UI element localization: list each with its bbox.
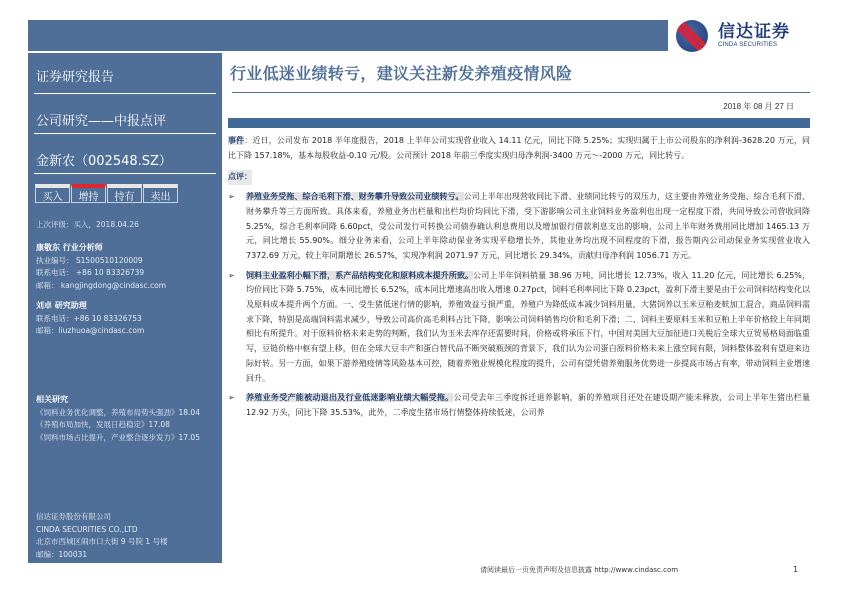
company-info xyxy=(36,511,168,561)
rating-buy: 买入 xyxy=(35,184,70,203)
brand-name-en: CINDA SECURITIES xyxy=(718,42,778,48)
rating-tabs xyxy=(35,184,179,203)
company-name-en: CINDA SECURITIES CO.,LTD xyxy=(36,524,138,534)
analyst-name: 刘卓 研究助理 xyxy=(36,301,87,310)
brand-logo xyxy=(676,18,826,54)
review-label: 点评： xyxy=(228,170,252,185)
event-text: ：近日，公司发布 2018 半年度报告，2018 上半年公司实现营业收入 14.11 亿元，同比下降 5.25%；实现归属于上市公司股东的净利润-3628.20 万元，同比下降 157.18%，基本每股收益-0.10 元/股。公司预计 2018 年前三季度实现归母净利润-3400 万元～-2000 万元，同比转亏。 xyxy=(228,136,810,160)
rating-sell: 卖出 xyxy=(143,184,178,203)
related-item[interactable]: 《饲料业务优化调整，养殖布局势头强劲》18.04 xyxy=(36,407,200,417)
bullet-paragraph xyxy=(228,269,810,387)
event-label: 事件 xyxy=(228,136,245,145)
divider xyxy=(34,133,216,134)
analyst-email[interactable]: 邮箱：liuzhuoa@cindasc.com xyxy=(36,326,145,335)
analyst-id: 执业编号： S1500510120009 xyxy=(36,255,143,265)
company-address: 北京市西城区闹市口大街 9 号院 1 号楼 xyxy=(36,537,168,546)
analyst-name: 康敬东 行业分析师 xyxy=(36,243,103,252)
bullet-body: 公司上半年饲料销量 38.96 万吨，同比增长 12.73%，收入 11.20 亿元，同比增长 6.25%，均价同比下降 5.75%，成本同比增长 6.52%，成本同比增速高出收入增速 0.27pct，饲料毛利率同比下降 0.23pct，盈利下滑主要是由于公司饲料结构变化以及原料成本提升两个方面。一、受生猪低迷行情的影响，养殖效益亏损严重，养殖户为降低成本减少饲料用量，大猪饲养以玉米豆粕麦麸加工混合，商品饲料需求下降，特别是高端饲料需求减少，导致公司高价高毛利料占比下降，影响公司饲料销售均价和毛利下滑；二、饲料主要原料玉米和豆粕上半年价格较上年同期相比有所提升。对于原料价格未来走势的判断，我们认为玉米去库存还需要时间，价格或将承压下行，中国对美国大豆加征进口关税后全球大豆贸易格局面临重写，豆链价格中枢有望上移，但在全球大豆丰产和蛋白替代品不断突破瓶颈的背景下，我们认为公司蛋白原料价格未来上涨空间有限，饲料整体盈利有望迎来边际好转。另一方面，如果下游养殖疫情等风险基本可控，随着养殖业规模化程度的提升，公司有望凭借养殖服务优势进一步提高市场占有率，带动饲料主业增速回升。 xyxy=(246,270,810,383)
report-category: 公司研究——中报点评 xyxy=(36,114,167,129)
related-item[interactable]: 《饲料市场占比提升，产业整合逐步发力》17.05 xyxy=(36,432,200,442)
rating-hold: 持有 xyxy=(107,184,142,203)
related-title: 相关研究 xyxy=(36,395,68,404)
page-number: 1 xyxy=(793,565,799,574)
bullet-heading: 养殖业务受产能被动退出及行业低迷影响业绩大幅受拖。 xyxy=(246,393,454,403)
related-item[interactable]: 《养殖布局加快，发展日趋稳定》17.08 xyxy=(36,420,170,429)
divider xyxy=(34,93,216,94)
analyst-2 xyxy=(36,300,144,338)
brand-name-cn: 信达证券 xyxy=(718,22,790,42)
stock-name: 金新农（002548.SZ） xyxy=(36,154,172,169)
related-research xyxy=(36,394,200,444)
sidebar xyxy=(28,53,222,563)
bullet-paragraph xyxy=(228,190,810,264)
bullet-paragraph xyxy=(228,391,810,420)
company-postcode: 邮编：100031 xyxy=(36,549,88,559)
arrow-bullet-icon: ➢ xyxy=(228,393,235,403)
footer-disclaimer[interactable]: 请阅读最后一页免责声明及信息披露 http://www.cindasc.com xyxy=(480,566,679,574)
report-title: 行业低迷业绩转亏，建议关注新发养殖疫情风险 xyxy=(230,64,573,83)
last-rating: 上次评级：买入，2018.04.26 xyxy=(36,220,139,229)
analyst-phone: 联系电话：+86 10 83326753 xyxy=(36,313,142,323)
report-body xyxy=(228,134,810,426)
cinda-logo-icon xyxy=(676,20,708,52)
section-band xyxy=(228,118,810,128)
title-divider xyxy=(232,92,810,93)
report-date: 2018 年 08 月 27 日 xyxy=(723,102,794,111)
analyst-1 xyxy=(36,242,166,292)
bullet-body: 公司上半年出现营收同比下滑、业绩同比转亏的双压力，这主要由养殖业务受拖、综合毛利下滑、财务攀升等三方面所致。具体来看，养殖业务出栏量和出栏均价均同比下滑，受下游影响公司主业饲料业务盈利也出现一定程度下滑，共同导致公司营收同降 5.25%，综合毛利率同降 6.60pct，受公司发行可转换公司债券确认利息费用以及增加银行借款利息支出的影响，公司上半年财务费用同比增加 1465.13 万元，同比增长 55.90%。细分业务来看，公司上半年除动保业务实现平稳增长外，其他业务均出现不同程度的下滑，报告期内公司动保业务实现营业收入 7372.69 万元，较上年同期增长 26.57%，实现净利润 2071.97 万元，同比增长 29.34%，贡献归母净利润 1056.71 万元。 xyxy=(246,192,810,260)
event-paragraph xyxy=(228,134,810,163)
analyst-phone: 联系电话： +86 10 83326739 xyxy=(36,268,145,277)
report-type: 证券研究报告 xyxy=(36,70,115,85)
bullet-body: 公司受去年三季度拆迁退养影响，新的养殖项目还处在建设期产能未释放，公司上半年生猪出栏量 12.92 万头，同比下降 35.53%，此外，二季度生猪市场行情整体持续低迷，公司养 xyxy=(246,393,811,417)
arrow-bullet-icon: ➢ xyxy=(228,270,235,280)
bullet-heading: 养殖业务受拖、综合毛利下滑、财务攀升导致公司业绩转亏。 xyxy=(246,192,464,202)
header-bar xyxy=(28,20,668,51)
arrow-bullet-icon: ➢ xyxy=(228,192,235,202)
rating-overweight: 增持 xyxy=(71,184,106,203)
company-name-cn: 信达证券股份有限公司 xyxy=(36,512,111,521)
divider xyxy=(34,173,216,174)
analyst-email[interactable]: 邮箱： kangjingdong@cindasc.com xyxy=(36,280,167,290)
bullet-heading: 饲料主业盈利小幅下滑，系产品结构变化和原料成本提升所致。 xyxy=(246,270,474,280)
